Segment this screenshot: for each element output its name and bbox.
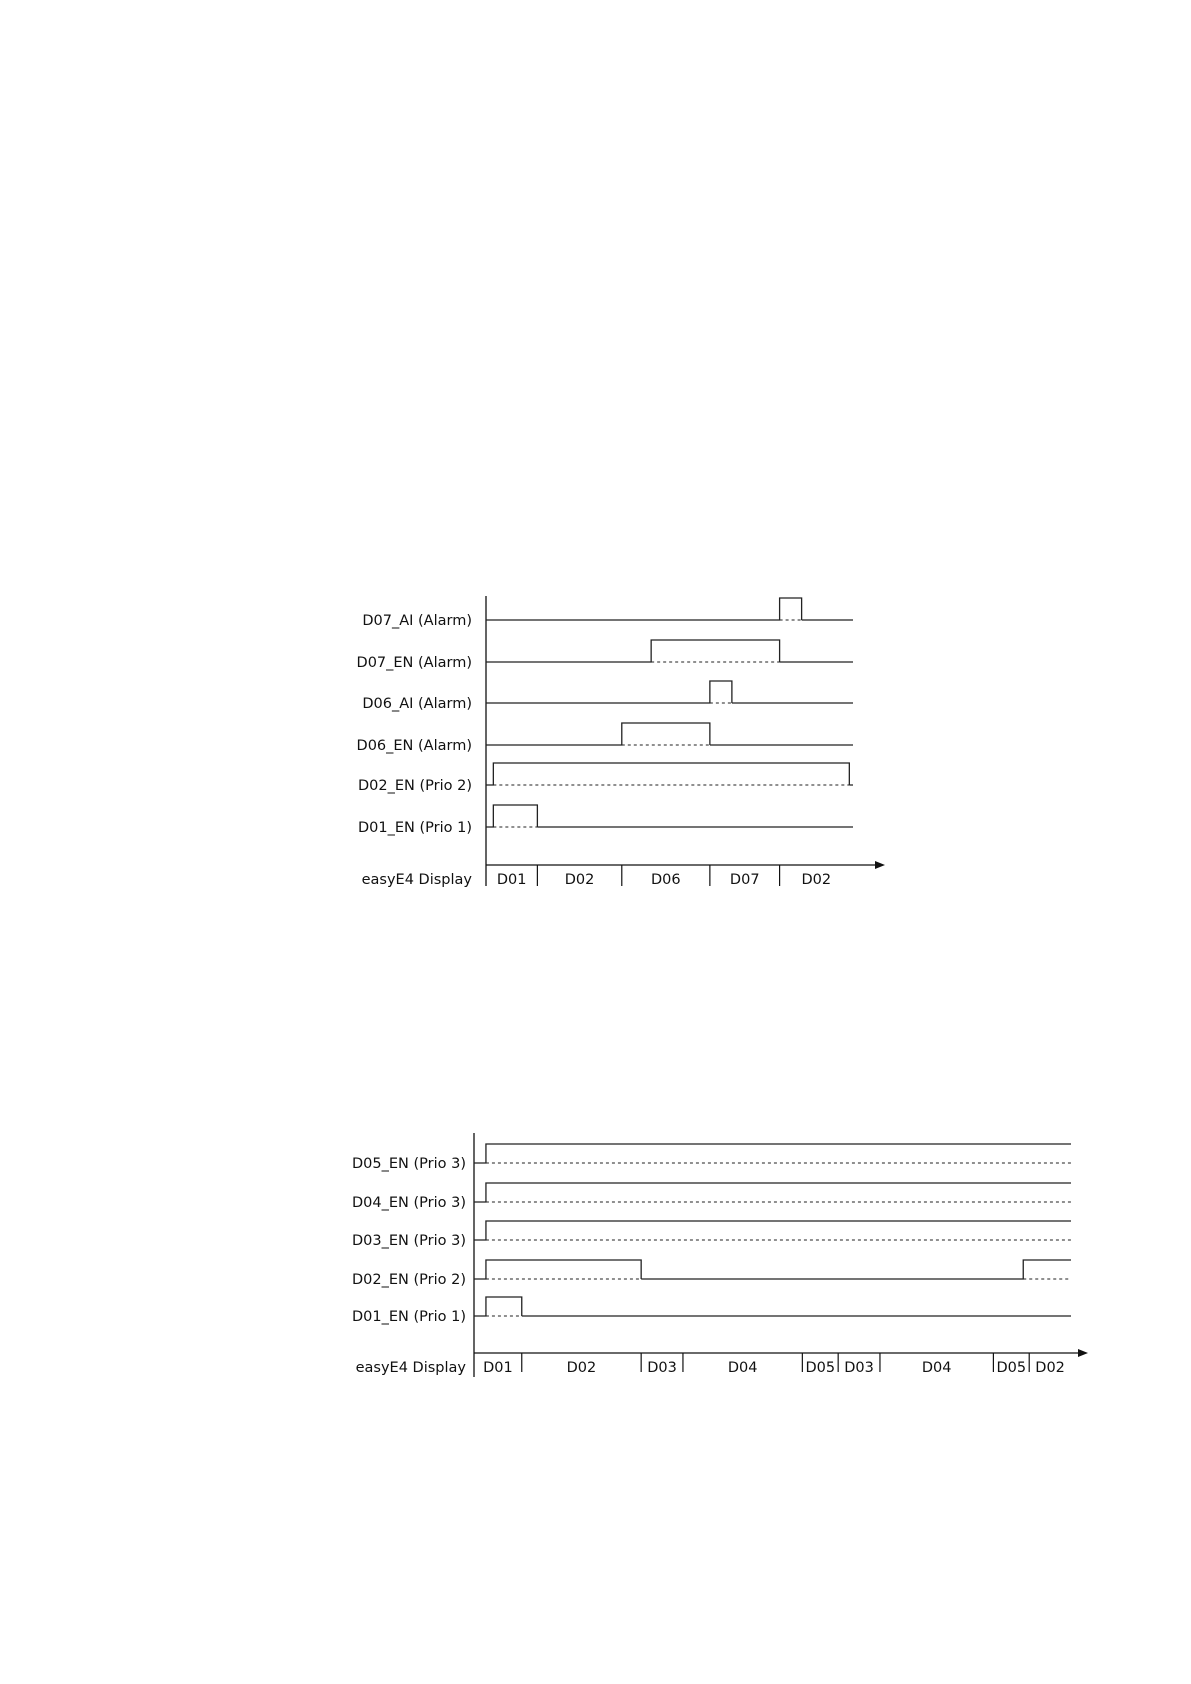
waveform-d07-ai-alarm	[486, 598, 853, 620]
signal-label-d01-en-prio-1: D01_EN (Prio 1)	[358, 820, 472, 836]
signal-label-d06-ai-alarm: D06_AI (Alarm)	[362, 696, 472, 712]
waveform-d01-en-prio-1	[474, 1297, 1071, 1316]
waveform-d04-en-prio-3	[474, 1183, 1071, 1202]
display-segment-d07: D07	[729, 872, 760, 888]
display-segment-d05: D05	[805, 1360, 836, 1376]
display-segment-d01: D01	[496, 872, 527, 888]
display-segment-d01: D01	[483, 1360, 513, 1376]
display-segment-d03: D03	[844, 1360, 874, 1376]
signal-label-d02-en-prio-2: D02_EN (Prio 2)	[352, 1272, 466, 1288]
display-segment-d02: D02	[801, 872, 832, 888]
time-arrow-icon	[1078, 1349, 1088, 1357]
display-segment-d03: D03	[647, 1360, 677, 1376]
signal-label-d03-en-prio-3: D03_EN (Prio 3)	[352, 1233, 466, 1249]
signal-label-d06-en-alarm: D06_EN (Alarm)	[356, 738, 472, 754]
waveform-d05-en-prio-3	[474, 1144, 1071, 1163]
signal-label-d04-en-prio-3: D04_EN (Prio 3)	[352, 1195, 466, 1211]
display-segment-d02: D02	[1035, 1360, 1065, 1376]
display-segment-d02: D02	[566, 1360, 597, 1376]
waveform-d02-en-prio-2	[486, 763, 853, 785]
signal-label-d02-en-prio-2: D02_EN (Prio 2)	[358, 778, 472, 794]
waveform-d03-en-prio-3	[474, 1221, 1071, 1240]
signal-label-d05-en-prio-3: D05_EN (Prio 3)	[352, 1156, 466, 1172]
display-segment-d04: D04	[921, 1360, 952, 1376]
waveform-d06-en-alarm	[486, 723, 853, 745]
display-segment-d05: D05	[996, 1360, 1027, 1376]
time-arrow-icon	[875, 861, 885, 869]
display-segment-d06: D06	[651, 872, 681, 888]
signal-label-d07-en-alarm: D07_EN (Alarm)	[356, 655, 472, 671]
waveform-d07-en-alarm	[486, 640, 853, 662]
display-label: easyE4 Display	[355, 1360, 466, 1376]
waveform-d06-ai-alarm	[486, 681, 853, 703]
display-segment-d04: D04	[727, 1360, 758, 1376]
signal-label-d01-en-prio-1: D01_EN (Prio 1)	[352, 1309, 466, 1325]
waveform-d02-en-prio-2	[474, 1260, 1071, 1279]
display-label: easyE4 Display	[361, 872, 472, 888]
display-segment-d02: D02	[564, 872, 595, 888]
signal-label-d07-ai-alarm: D07_AI (Alarm)	[362, 613, 472, 629]
waveform-d01-en-prio-1	[486, 805, 853, 827]
